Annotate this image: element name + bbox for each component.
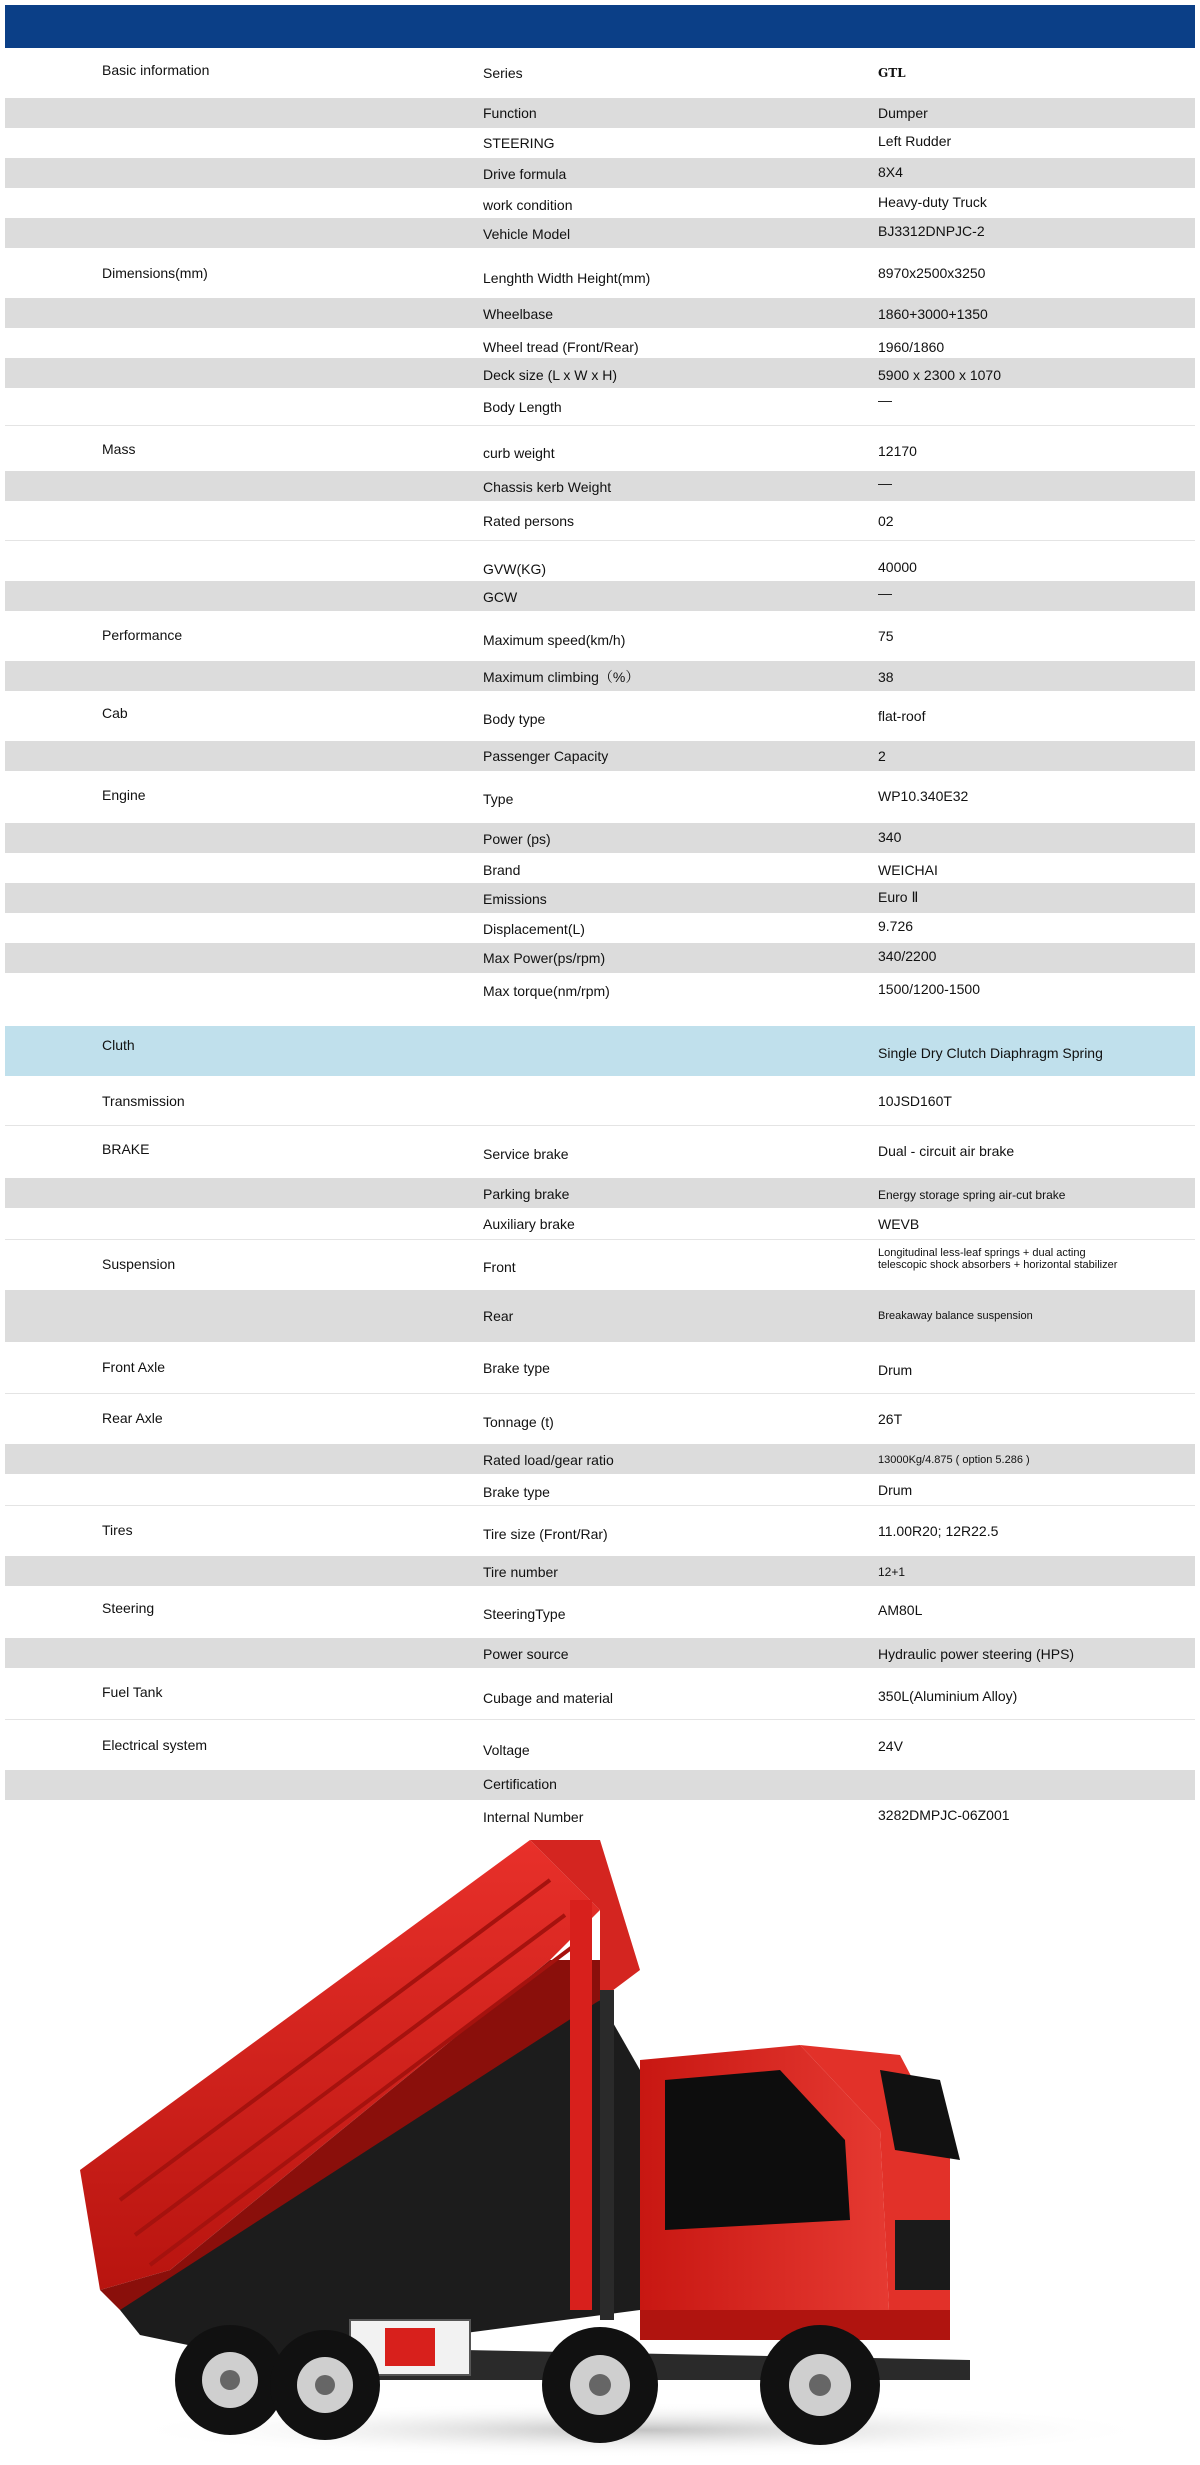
table-row [5, 1720, 1195, 1770]
spec-value: Breakaway balance suspension [878, 1310, 1033, 1322]
table-row [5, 388, 1195, 426]
spec-label: Parking brake [483, 1186, 570, 1202]
spec-value: 3282DMPJC-06Z001 [878, 1807, 1010, 1823]
spec-label: Power source [483, 1646, 569, 1662]
spec-value: Hydraulic power steering (HPS) [878, 1646, 1075, 1662]
table-row [5, 158, 1195, 188]
table-row [5, 611, 1195, 661]
table-row [5, 1394, 1195, 1444]
table-row [5, 823, 1195, 853]
spec-value: Left Rudder [878, 133, 952, 149]
spec-value: WEICHAI [878, 862, 938, 878]
table-row [5, 1342, 1195, 1394]
table-row [5, 1290, 1195, 1342]
table-row [5, 1178, 1195, 1208]
table-row [5, 853, 1195, 883]
spec-label: Certification [483, 1776, 557, 1792]
spec-value: Euro Ⅱ [878, 889, 919, 905]
spec-value: AM80L [878, 1602, 923, 1618]
spec-value: 8970x2500x3250 [878, 265, 986, 281]
table-row [5, 1556, 1195, 1586]
spec-value: 11.00R20; 12R22.5 [878, 1523, 999, 1539]
spec-label: SteeringType [483, 1606, 566, 1622]
spec-label: Power (ps) [483, 831, 551, 847]
table-row [5, 48, 1195, 98]
spec-label: Tire number [483, 1564, 558, 1580]
table-row [5, 1474, 1195, 1506]
spec-label: Rear [483, 1308, 514, 1324]
table-row [5, 298, 1195, 328]
spec-label: Brake type [483, 1360, 550, 1376]
spec-value: WP10.340E32 [878, 788, 969, 804]
section-label: Dimensions(mm) [102, 265, 208, 281]
spec-label: Drive formula [483, 166, 567, 182]
spec-label: Vehicle Model [483, 226, 571, 242]
table-row [5, 691, 1195, 741]
spec-value: 40000 [878, 559, 917, 575]
spec-value: — [878, 475, 892, 491]
spec-label: Front [483, 1259, 516, 1275]
spec-value: 1860+3000+1350 [878, 306, 988, 322]
spec-label: curb weight [483, 445, 555, 461]
spec-value: 38 [878, 669, 894, 685]
spec-value: 340 [878, 829, 902, 845]
spec-label: Rated persons [483, 513, 575, 529]
spec-value: 9.726 [878, 918, 914, 934]
spec-label: Type [483, 791, 514, 807]
table-row [5, 741, 1195, 771]
spec-label: Tonnage (t) [483, 1414, 554, 1430]
spec-table [5, 48, 1195, 1838]
spec-label: Series [483, 65, 523, 81]
section-label: Mass [102, 441, 136, 457]
spec-value: WEVB [878, 1216, 920, 1232]
spec-value: 12+1 [878, 1565, 906, 1579]
table-row [5, 1026, 1195, 1076]
spec-label: Rated load/gear ratio [483, 1452, 614, 1468]
spec-value: Dual - circuit air brake [878, 1143, 1015, 1159]
table-row [5, 1638, 1195, 1668]
table-row [5, 1506, 1195, 1556]
table-row [5, 541, 1195, 581]
spec-label: Service brake [483, 1146, 569, 1162]
spec-label: Wheel tread (Front/Rear) [483, 339, 639, 355]
table-row [5, 501, 1195, 541]
spec-label: Displacement(L) [483, 921, 585, 937]
spec-value: 5900 x 2300 x 1070 [878, 367, 1001, 383]
table-row [5, 98, 1195, 128]
section-label: Tires [102, 1522, 133, 1538]
spec-value: 02 [878, 513, 894, 529]
spec-value: 24V [878, 1738, 903, 1754]
table-row [5, 1800, 1195, 1834]
table-row [5, 358, 1195, 388]
spec-value: GTL [878, 66, 906, 80]
spec-label: Lenghth Width Height(mm) [483, 270, 651, 286]
spec-label: Chassis kerb Weight [483, 479, 612, 495]
spec-label: STEERING [483, 135, 555, 151]
section-label: Cluth [102, 1037, 135, 1053]
table-row [5, 1208, 1195, 1240]
spec-value: Drum [878, 1482, 913, 1498]
spec-value: Dumper [878, 105, 928, 121]
table-row [5, 328, 1195, 358]
table-row [5, 1770, 1195, 1800]
spec-label: GCW [483, 589, 518, 605]
spec-value: Heavy-duty Truck [878, 194, 987, 210]
spec-label: Brand [483, 862, 521, 878]
table-row [5, 661, 1195, 691]
spec-label: Deck size (L x W x H) [483, 367, 618, 383]
table-row [5, 913, 1195, 943]
spec-value: 1960/1860 [878, 339, 945, 355]
spec-label: Tire size (Front/Rar) [483, 1526, 608, 1542]
table-row [5, 248, 1195, 298]
spec-label: work condition [483, 197, 573, 213]
spec-value: flat-roof [878, 708, 926, 724]
table-row [5, 188, 1195, 218]
section-label: Front Axle [102, 1359, 166, 1375]
table-row [5, 1586, 1195, 1638]
dump-truck-icon [80, 1840, 1140, 2460]
table-row [5, 1126, 1195, 1178]
table-row [5, 883, 1195, 913]
spec-label: Wheelbase [483, 306, 554, 322]
spec-value: 2 [878, 748, 886, 764]
table-row [5, 471, 1195, 501]
spec-value: 1500/1200-1500 [878, 981, 980, 997]
table-row [5, 426, 1195, 471]
spec-label: Cubage and material [483, 1690, 613, 1706]
section-label: Steering [102, 1600, 155, 1616]
spec-label: Voltage [483, 1742, 530, 1758]
spec-value: 26T [878, 1411, 903, 1427]
section-label: Electrical system [102, 1737, 208, 1753]
spec-value: Single Dry Clutch Diaphragm Spring [878, 1045, 1103, 1061]
spec-value: 10JSD160T [878, 1093, 952, 1109]
section-label: BRAKE [102, 1141, 150, 1157]
spec-value: Drum [878, 1362, 913, 1378]
section-label: Suspension [102, 1256, 176, 1272]
table-row [5, 1668, 1195, 1720]
spec-value: 13000Kg/4.875 ( option 5.286 ) [878, 1454, 1030, 1466]
spec-value: 12170 [878, 443, 917, 459]
section-label: Basic information [102, 62, 210, 78]
spec-value: 350L(Aluminium Alloy) [878, 1688, 1018, 1704]
spec-value: Energy storage spring air-cut brake [878, 1188, 1066, 1202]
spec-label: Body type [483, 711, 546, 727]
spec-label: Passenger Capacity [483, 748, 609, 764]
spec-value: 340/2200 [878, 948, 937, 964]
section-label: Rear Axle [102, 1410, 163, 1426]
table-row [5, 943, 1195, 973]
table-row [5, 771, 1195, 823]
spec-label: Maximum climbing（%） [483, 669, 640, 685]
table-row [5, 1240, 1195, 1290]
table-row [5, 581, 1195, 611]
spec-label: Emissions [483, 891, 547, 907]
header-bar [5, 5, 1195, 48]
table-row [5, 1444, 1195, 1474]
spec-value: — [878, 392, 892, 408]
spec-label: Maximum speed(km/h) [483, 632, 626, 648]
table-row [5, 218, 1195, 248]
spec-label: Function [483, 105, 537, 121]
spec-value: Longitudinal less-leaf springs + dual acting telescopic shock absorbers + horizontal stabilizer [878, 1247, 1118, 1271]
table-row [5, 973, 1195, 1003]
section-label: Performance [102, 627, 183, 643]
section-label: Engine [102, 787, 146, 803]
spec-label: Body Length [483, 399, 562, 415]
spec-label: GVW(KG) [483, 561, 546, 577]
spec-label: Brake type [483, 1484, 550, 1500]
spec-label: Internal Number [483, 1809, 584, 1825]
spec-value: 75 [878, 628, 894, 644]
spec-label: Max torque(nm/rpm) [483, 983, 610, 999]
spec-label: Auxiliary brake [483, 1216, 575, 1232]
section-label: Cab [102, 705, 128, 721]
table-row [5, 128, 1195, 158]
spec-label: Max Power(ps/rpm) [483, 950, 606, 966]
spec-value: BJ3312DNPJC-2 [878, 223, 985, 239]
spec-value: — [878, 585, 892, 601]
spec-value: 8X4 [878, 164, 903, 180]
table-row [5, 1076, 1195, 1126]
section-label: Fuel Tank [102, 1684, 163, 1700]
section-label: Transmission [102, 1093, 185, 1109]
